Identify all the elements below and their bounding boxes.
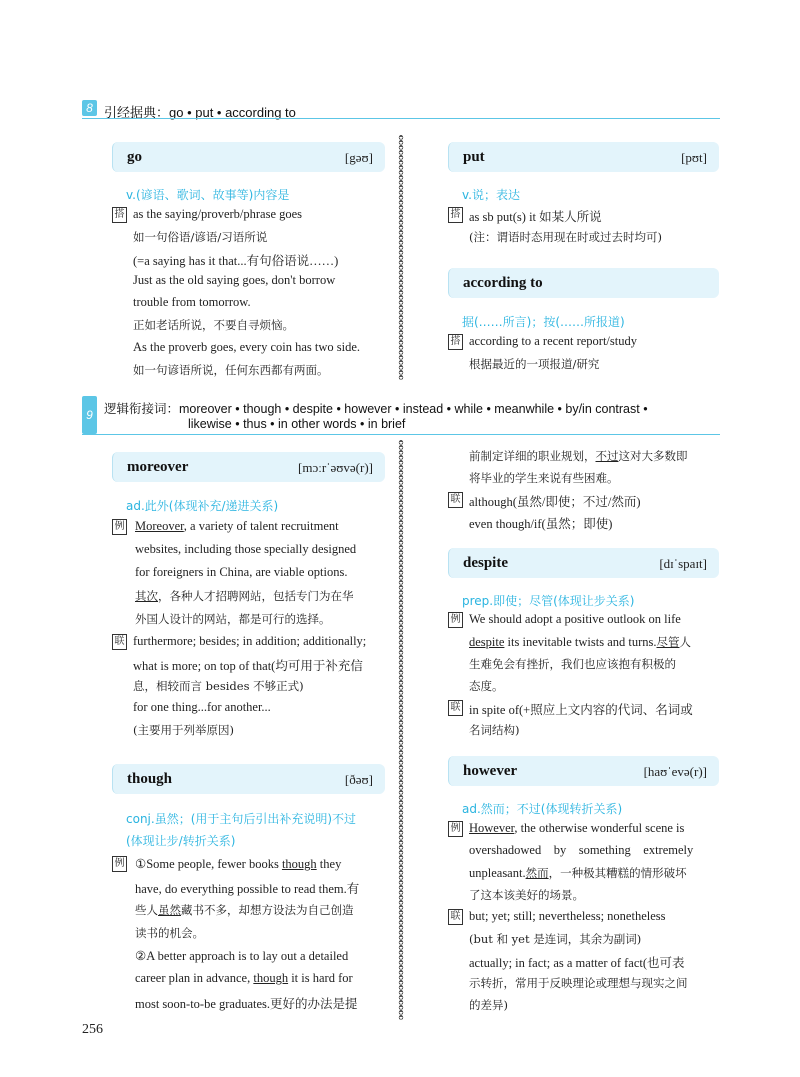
- example-tag: 例: [448, 821, 463, 837]
- example-text: , a variety of talent recruitment: [183, 519, 339, 533]
- example-line: [135, 519, 339, 534]
- keyword-underlined: 不过: [595, 449, 619, 463]
- synonym-line: actually; in fact; as a matter of fact(也可表: [469, 956, 685, 970]
- part-of-speech: v.(谚语、歌词、故事等)内容是: [126, 188, 290, 202]
- example-text: it is hard for: [288, 971, 353, 985]
- example-text: , the otherwise wonderful scene is: [514, 821, 685, 835]
- synonym-line: what is more; on top of that(均可用于补充信: [133, 659, 363, 673]
- entry-line: as sb put(s) it 如某人所说: [469, 210, 602, 224]
- section-title-line1: 逻辑衔接词：moreover • though • despite • however • instead • while • meanwhile • by/in contrast •: [104, 402, 648, 416]
- phonetic: [dɪˈspaɪt]: [659, 556, 707, 571]
- example-line: 外国人设计的网站，都是可行的选择。: [135, 612, 331, 626]
- example-text: unpleasant.: [469, 866, 526, 880]
- phonetic: [haʊˈevə(r)]: [643, 764, 707, 779]
- example-line: [469, 865, 687, 881]
- entry-line: 正如老话所说，不要自寻烦恼。: [133, 318, 294, 332]
- collocation-tag: 搭: [112, 207, 127, 223]
- keyword-underlined: despite: [469, 635, 505, 649]
- part-of-speech: ad.此外(体现补充/递进关系): [126, 499, 279, 513]
- keyword-underlined: though: [253, 971, 289, 985]
- section-rule: [82, 118, 720, 119]
- example-text: 藏书不多，却想方设法为自己创造: [181, 903, 354, 917]
- example-text: they: [316, 857, 342, 871]
- phonetic: [pʊt]: [681, 150, 707, 165]
- entry-line: 如一句俗语/谚语/习语所说: [133, 230, 268, 244]
- headword-box-though: [112, 764, 385, 794]
- part-of-speech: ad.然而；不过(体现转折关系): [462, 802, 623, 816]
- example-line: most soon-to-be graduates.更好的办法是提: [135, 997, 358, 1011]
- headword-box-moreover: [112, 452, 385, 482]
- keyword-underlined: However: [469, 821, 515, 835]
- headword-box-according-to: [448, 268, 719, 298]
- example-text: ①Some people, fewer books: [135, 857, 282, 871]
- example-line: We should adopt a positive outlook on life: [469, 612, 681, 626]
- example-tag: 例: [112, 519, 127, 535]
- headword-box-however: [448, 756, 719, 786]
- section-rule: [82, 434, 720, 435]
- synonym-line: for one thing...for another...: [133, 700, 271, 714]
- entry-line: (=a saying has it that...有句俗语说……): [133, 254, 339, 268]
- headword: though: [127, 771, 173, 787]
- part-of-speech: v.说；表达: [462, 188, 520, 202]
- example-line: 读书的机会。: [135, 926, 204, 940]
- example-line: 了这本该美好的场景。: [469, 888, 584, 902]
- keyword-underlined: 其次: [135, 589, 158, 603]
- keyword-underlined: 尽管: [656, 635, 680, 649]
- synonym-line: (but 和 yet 是连词，其余为副词): [469, 932, 642, 946]
- synonym-line: (主要用于列举原因): [133, 723, 234, 737]
- example-text: career plan in advance,: [135, 971, 254, 985]
- entry-line: as the saying/proverb/phrase goes: [133, 207, 303, 221]
- section-9-header: [82, 396, 720, 436]
- example-line: [469, 821, 684, 836]
- synonym-line: 示转折，常用于反映理论或理想与现实之间: [469, 976, 688, 990]
- column-divider: [398, 440, 404, 1020]
- section-number-badge: 8: [82, 100, 97, 116]
- example-line: [135, 588, 354, 604]
- headword: put: [463, 149, 485, 165]
- synonym-line: furthermore; besides; in addition; additionally;: [133, 634, 367, 648]
- entry-line: according to a recent report/study: [469, 334, 637, 348]
- synonym-line: in spite of(+照应上文内容的代词、名词或: [469, 703, 693, 717]
- example-text: ，一种极其糟糕的情形破坏: [548, 866, 687, 880]
- entry-line: 如一句谚语所说，任何东西都有两面。: [133, 363, 329, 377]
- synonym-line: 的差异): [469, 998, 508, 1012]
- example-line: [135, 971, 353, 986]
- example-line: websites, including those specially designed: [135, 542, 357, 556]
- keyword-underlined: 虽然: [158, 903, 181, 917]
- phonetic: [mɔːrˈəʊvə(r)]: [298, 460, 373, 475]
- collocation-tag: 搭: [448, 207, 463, 223]
- example-line: overshadowed by something extremely: [469, 843, 694, 857]
- example-text: 前制定详细的职业规划，: [469, 449, 596, 463]
- example-text: 人: [679, 635, 691, 649]
- synonym-line: but; yet; still; nevertheless; nonetheless: [469, 909, 666, 923]
- part-of-speech: conj.虽然；(用于主句后引出补充说明)不过: [126, 812, 357, 826]
- headword-box-despite: [448, 548, 719, 578]
- synonym-line: 名词结构): [469, 723, 520, 737]
- headword: moreover: [127, 459, 189, 475]
- headword: according to: [463, 275, 543, 291]
- page-number: 256: [82, 1022, 103, 1037]
- phonetic: [ðəʊ]: [344, 772, 373, 787]
- synonym-tag: 联: [448, 909, 463, 925]
- headword-box-go: [112, 142, 385, 172]
- section-8-header: [82, 100, 720, 122]
- section-title: 引经据典：go • put • according to: [104, 105, 296, 120]
- synonym-line: even though/if(虽然；即使): [469, 517, 613, 531]
- collocation-tag: 搭: [448, 334, 463, 350]
- entry-line: (注：谓语时态用现在时或过去时均可): [469, 230, 662, 244]
- headword: go: [127, 149, 142, 165]
- example-line: have, do everything possible to read them.有: [135, 882, 360, 896]
- example-text: its inevitable twists and turns.: [504, 635, 657, 649]
- part-of-speech: 据(……所言)；按(……所报道): [462, 315, 625, 329]
- entry-line: As the proverb goes, every coin has two side.: [133, 340, 361, 354]
- phonetic: [gəʊ]: [344, 150, 373, 165]
- keyword-underlined: though: [281, 857, 317, 871]
- entry-line: trouble from tomorrow.: [133, 295, 251, 309]
- example-line: [135, 902, 354, 918]
- part-of-speech: prep.即使；尽管(体现让步关系): [462, 594, 635, 608]
- example-line: ②A better approach is to lay out a detailed: [135, 949, 349, 963]
- synonym-line: although(虽然/即使；不过/然而): [469, 495, 641, 509]
- example-line: [135, 856, 341, 872]
- example-tag: 例: [112, 856, 127, 872]
- entry-line: 根据最近的一项报道/研究: [469, 357, 600, 371]
- example-line: 态度。: [469, 679, 504, 693]
- column-divider: [398, 135, 404, 380]
- synonym-line: 息，相较而言 besides 不够正式): [133, 679, 304, 693]
- keyword-underlined: 然而: [525, 866, 549, 880]
- example-tag: 例: [448, 612, 463, 628]
- synonym-tag: 联: [112, 634, 127, 650]
- section-title-line2: likewise • thus • in other words • in brief: [188, 417, 406, 431]
- headword: however: [463, 763, 518, 779]
- example-line: 将毕业的学生来说有些困难。: [469, 471, 619, 485]
- example-line: [469, 448, 688, 464]
- synonym-tag: 联: [448, 700, 463, 716]
- synonym-tag: 联: [448, 492, 463, 508]
- example-line: for foreigners in China, are viable options.: [135, 565, 348, 579]
- keyword-underlined: Moreover: [135, 519, 184, 533]
- example-line: [469, 634, 691, 650]
- entry-line: Just as the old saying goes, don't borrow: [133, 273, 336, 287]
- example-text: ，各种人才招聘网站，包括专门为在华: [158, 589, 354, 603]
- section-number-badge: 9: [82, 396, 97, 434]
- part-of-speech: (体现让步/转折关系): [126, 834, 236, 848]
- example-line: 生难免会有挫折，我们也应该抱有积极的: [469, 657, 676, 671]
- example-text: 这对大多数即: [618, 449, 688, 463]
- example-text: 些人: [135, 903, 158, 917]
- headword: despite: [463, 555, 508, 571]
- headword-box-put: [448, 142, 719, 172]
